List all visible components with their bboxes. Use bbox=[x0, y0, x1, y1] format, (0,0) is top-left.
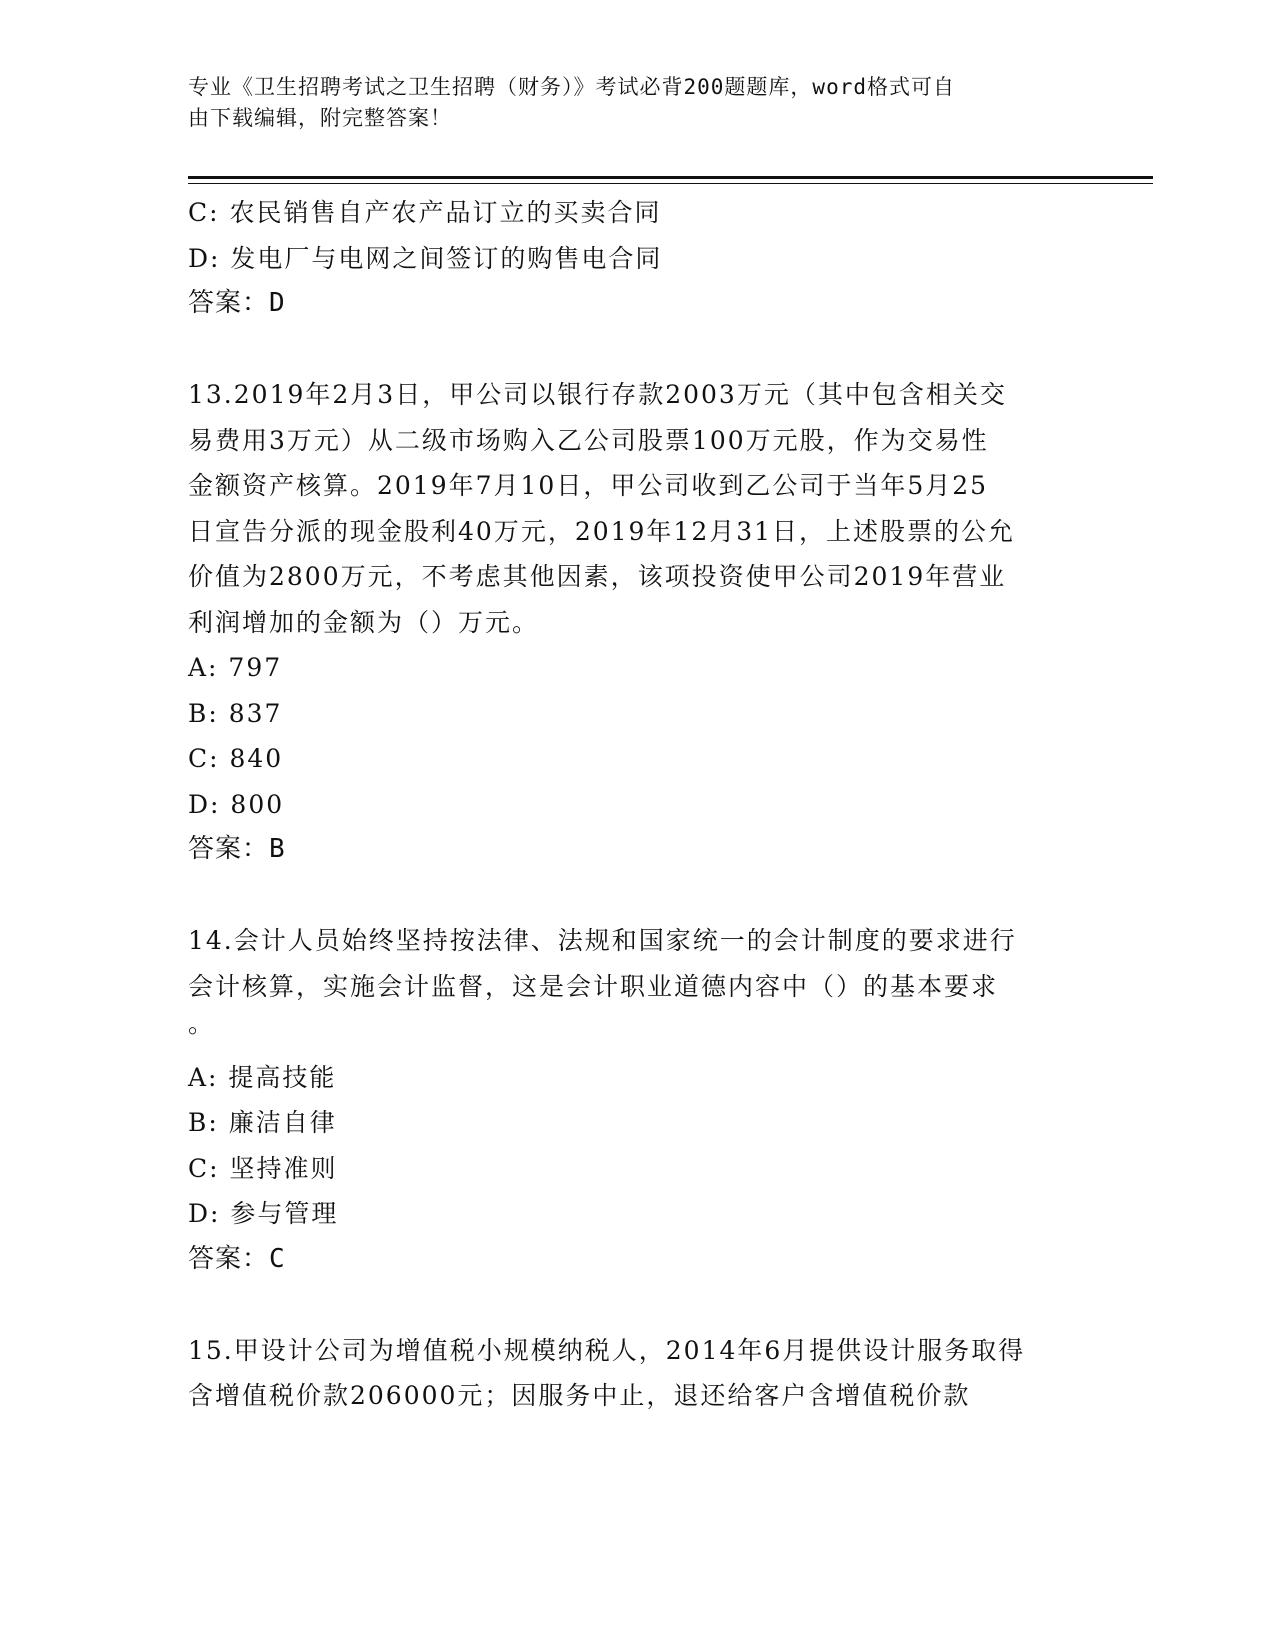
question-text-line: 。 bbox=[188, 1009, 216, 1038]
option-c: C: 坚持准则 bbox=[188, 1153, 338, 1183]
question-text-line: 会计核算，实施会计监督，这是会计职业道德内容中（）的基本要求 bbox=[188, 971, 999, 1001]
option-b: B: 837 bbox=[188, 698, 283, 728]
answer-label: 答案：D bbox=[188, 288, 286, 318]
option-c: C: 农民销售自产农产品订立的买卖合同 bbox=[188, 198, 662, 227]
option-c: C: 840 bbox=[188, 744, 284, 773]
spacer bbox=[188, 1282, 1088, 1328]
answer-label: 答案：C bbox=[188, 1243, 286, 1274]
question-text-line: 金额资产核算。2019年7月10日，甲公司收到乙公司于当年5月25 bbox=[188, 471, 989, 500]
option-d: D: 发电厂与电网之间签订的购售电合同 bbox=[188, 243, 663, 273]
question-12-partial bbox=[188, 190, 1088, 327]
question-15 bbox=[188, 1328, 1088, 1419]
answer-label: 答案：B bbox=[188, 834, 286, 864]
option-d: D: 800 bbox=[188, 789, 285, 819]
question-text-line: 13.2019年2月3日，甲公司以银行存款2003万元（其中包含相关交 bbox=[188, 380, 1007, 409]
document-header bbox=[188, 72, 1078, 134]
header-title-line-1: 专业《卫生招聘考试之卫生招聘（财务）》考试必背200题题库，word格式可自 bbox=[188, 75, 955, 99]
question-text-line: 15.甲设计公司为增值税小规模纳税人，2014年6月提供设计服务取得 bbox=[188, 1335, 1026, 1365]
header-divider-thick bbox=[188, 176, 1153, 179]
question-text-line: 日宣告分派的现金股利40万元，2019年12月31日，上述股票的公允 bbox=[188, 516, 1016, 546]
spacer bbox=[188, 327, 1088, 373]
header-divider-thin bbox=[188, 183, 1153, 184]
question-14 bbox=[188, 918, 1088, 1282]
question-13 bbox=[188, 372, 1088, 873]
question-list bbox=[188, 190, 1088, 1419]
question-text-line: 利润增加的金额为（）万元。 bbox=[188, 607, 540, 637]
question-text-line: 14.会计人员始终坚持按法律、法规和国家统一的会计制度的要求进行 bbox=[188, 926, 1017, 955]
question-text-line: 含增值税价款206000元；因服务中止，退还给客户含增值税价款 bbox=[188, 1381, 971, 1410]
spacer bbox=[188, 873, 1088, 919]
option-b: B: 廉洁自律 bbox=[188, 1108, 337, 1137]
option-a: A: 提高技能 bbox=[188, 1062, 337, 1092]
option-a: A: 797 bbox=[188, 653, 283, 682]
question-text-line: 价值为2800万元，不考虑其他因素，该项投资使甲公司2019年营业 bbox=[188, 562, 1007, 591]
header-title-line-2: 由下载编辑，附完整答案！ bbox=[188, 106, 452, 130]
option-d: D: 参与管理 bbox=[188, 1199, 339, 1228]
question-text-line: 易费用3万元）从二级市场购入乙公司股票100万元股，作为交易性 bbox=[188, 425, 989, 455]
